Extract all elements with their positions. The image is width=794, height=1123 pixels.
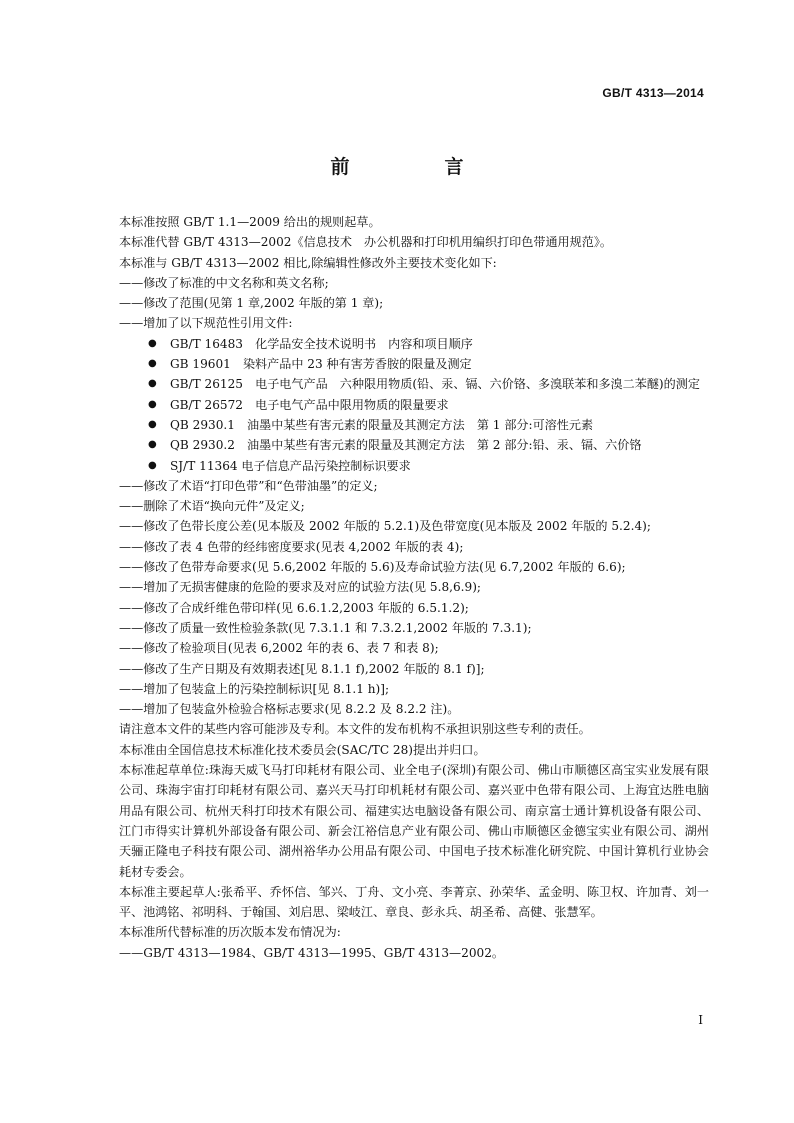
change-item: ——修改了色带寿命要求(见 5.6,2002 年版的 5.6)及寿命试验方法(见 6.7,2002 年版的 6.6); — [119, 560, 626, 575]
change-item: ——修改了范围(见第 1 章,2002 年版的第 1 章); — [119, 296, 384, 311]
reference-bullet — [119, 374, 709, 394]
reference-bullet — [119, 354, 709, 374]
change-item: ——增加了以下规范性引用文件: — [119, 316, 293, 331]
reference-text: GB 19601 染料产品中 23 种有害芳香胺的限量及测定 — [170, 357, 472, 372]
change-item: ——修改了生产日期及有效期表述[见 8.1.1 f),2002 年版的 8.1 f)]; — [119, 661, 485, 676]
intro-line: 本标准按照 GB/T 1.1—2009 给出的规则起草。 — [119, 215, 381, 229]
committee-statement: 本标准由全国信息技术标准化技术委员会(SAC/TC 28)提出并归口。 — [119, 742, 486, 757]
reference-text: GB/T 26572 电子电气产品中限用物质的限量要求 — [170, 397, 449, 412]
reference-bullet — [119, 395, 709, 415]
reference-text: QB 2930.1 油墨中某些有害元素的限量及其测定方法 第 1 部分:可溶性元素 — [170, 417, 594, 432]
page-title: 前 言 — [330, 156, 502, 178]
drafting-units: 本标准起草单位:珠海天威飞马打印耗材有限公司、业全电子(深圳)有限公司、佛山市顺德区高宝实业发展有限公司、珠海宇宙打印耗材有限公司、嘉兴天马打印机耗材有限公司、嘉兴亚中色带有限公司、上海宜达胜电脑用品有限公司、杭州天科打印技术有限公司、福建实达电脑设备有限公司、南京富士通计算机设备有限公司、江门市得实计算机外部设备有限公司、新会江裕信息产业有限公司、佛山市顺德区金德宝实业有限公司、湖州天骊正隆电子科技有限公司、湖州裕华办公用品有限公司、中国电子技术标准化研究院、中国计算机行业协会耗材专委会。 — [119, 763, 709, 879]
intro-line: 本标准代替 GB/T 4313—2002《信息技术 办公机器和打印机用编织打印色带通用规范》。 — [119, 235, 612, 250]
drafters: 本标准主要起草人:张希平、乔怀信、邹兴、丁舟、文小亮、李菁京、孙荣华、孟金明、陈卫权、许加青、刘一平、池鸿铭、祁明科、于翰国、刘启思、梁岐江、章良、彭永兵、胡圣希、高健、张慧军。 — [119, 884, 709, 920]
history-list: ——GB/T 4313—1984、GB/T 4313—1995、GB/T 4313—2002。 — [119, 945, 505, 960]
change-item: ——修改了术语“打印色带”和“色带油墨”的定义; — [119, 478, 378, 493]
bullet-icon: ● — [148, 398, 157, 410]
intro-line: 本标准与 GB/T 4313—2002 相比,除编辑性修改外主要技术变化如下: — [119, 255, 497, 270]
reference-text: GB/T 16483 化学品安全技术说明书 内容和项目顺序 — [170, 336, 473, 351]
change-item: ——修改了合成纤维色带印样(见 6.6.1.2,2003 年版的 6.5.1.2); — [119, 600, 469, 615]
change-item: ——修改了表 4 色带的经纬密度要求(见表 4,2002 年版的表 4); — [119, 539, 464, 554]
change-item: ——增加了包装盒外检验合格标志要求(见 8.2.2 及 8.2.2 注)。 — [119, 702, 460, 717]
bullet-icon: ● — [148, 418, 157, 430]
bullet-icon: ● — [148, 337, 157, 349]
history-intro: 本标准所代替标准的历次版本发布情况为: — [119, 925, 341, 940]
reference-bullet — [119, 456, 709, 476]
patent-notice: 请注意本文件的某些内容可能涉及专利。本文件的发布机构不承担识别这些专利的责任。 — [119, 722, 591, 737]
bullet-icon: ● — [148, 459, 157, 471]
page-number: I — [698, 1013, 703, 1027]
reference-bullet — [119, 435, 709, 455]
change-item: ——增加了无损害健康的危险的要求及对应的试验方法(见 5.8,6.9); — [119, 580, 482, 595]
standard-id: GB/T 4313—2014 — [602, 86, 704, 100]
reference-text: SJ/T 11364 电子信息产品污染控制标识要求 — [170, 458, 411, 473]
reference-text: GB/T 26125 电子电气产品 六种限用物质(铅、汞、镉、六价铬、多溴联苯和多溴二苯醚)的测定 — [170, 377, 700, 392]
bullet-icon: ● — [148, 378, 157, 390]
bullet-icon: ● — [148, 439, 157, 451]
change-item: ——修改了色带长度公差(见本版及 2002 年版的 5.2.1)及色带宽度(见本版及 2002 年版的 5.2.4); — [119, 519, 651, 534]
change-item: ——增加了包装盒上的污染控制标识[见 8.1.1 h)]; — [119, 681, 390, 696]
reference-text: QB 2930.2 油墨中某些有害元素的限量及其测定方法 第 2 部分:铅、汞、镉、六价铬 — [170, 438, 642, 453]
document-body — [119, 212, 709, 963]
reference-bullet — [119, 334, 709, 354]
change-item: ——删除了术语“换向元件”及定义; — [119, 499, 305, 514]
change-item: ——修改了标准的中文名称和英文名称; — [119, 275, 329, 290]
bullet-icon: ● — [148, 358, 157, 370]
change-item: ——修改了检验项目(见表 6,2002 年的表 6、表 7 和表 8); — [119, 641, 439, 656]
change-item: ——修改了质量一致性检验条款(见 7.3.1.1 和 7.3.2.1,2002 年版的 7.3.1); — [119, 620, 532, 635]
reference-bullet — [119, 415, 709, 435]
